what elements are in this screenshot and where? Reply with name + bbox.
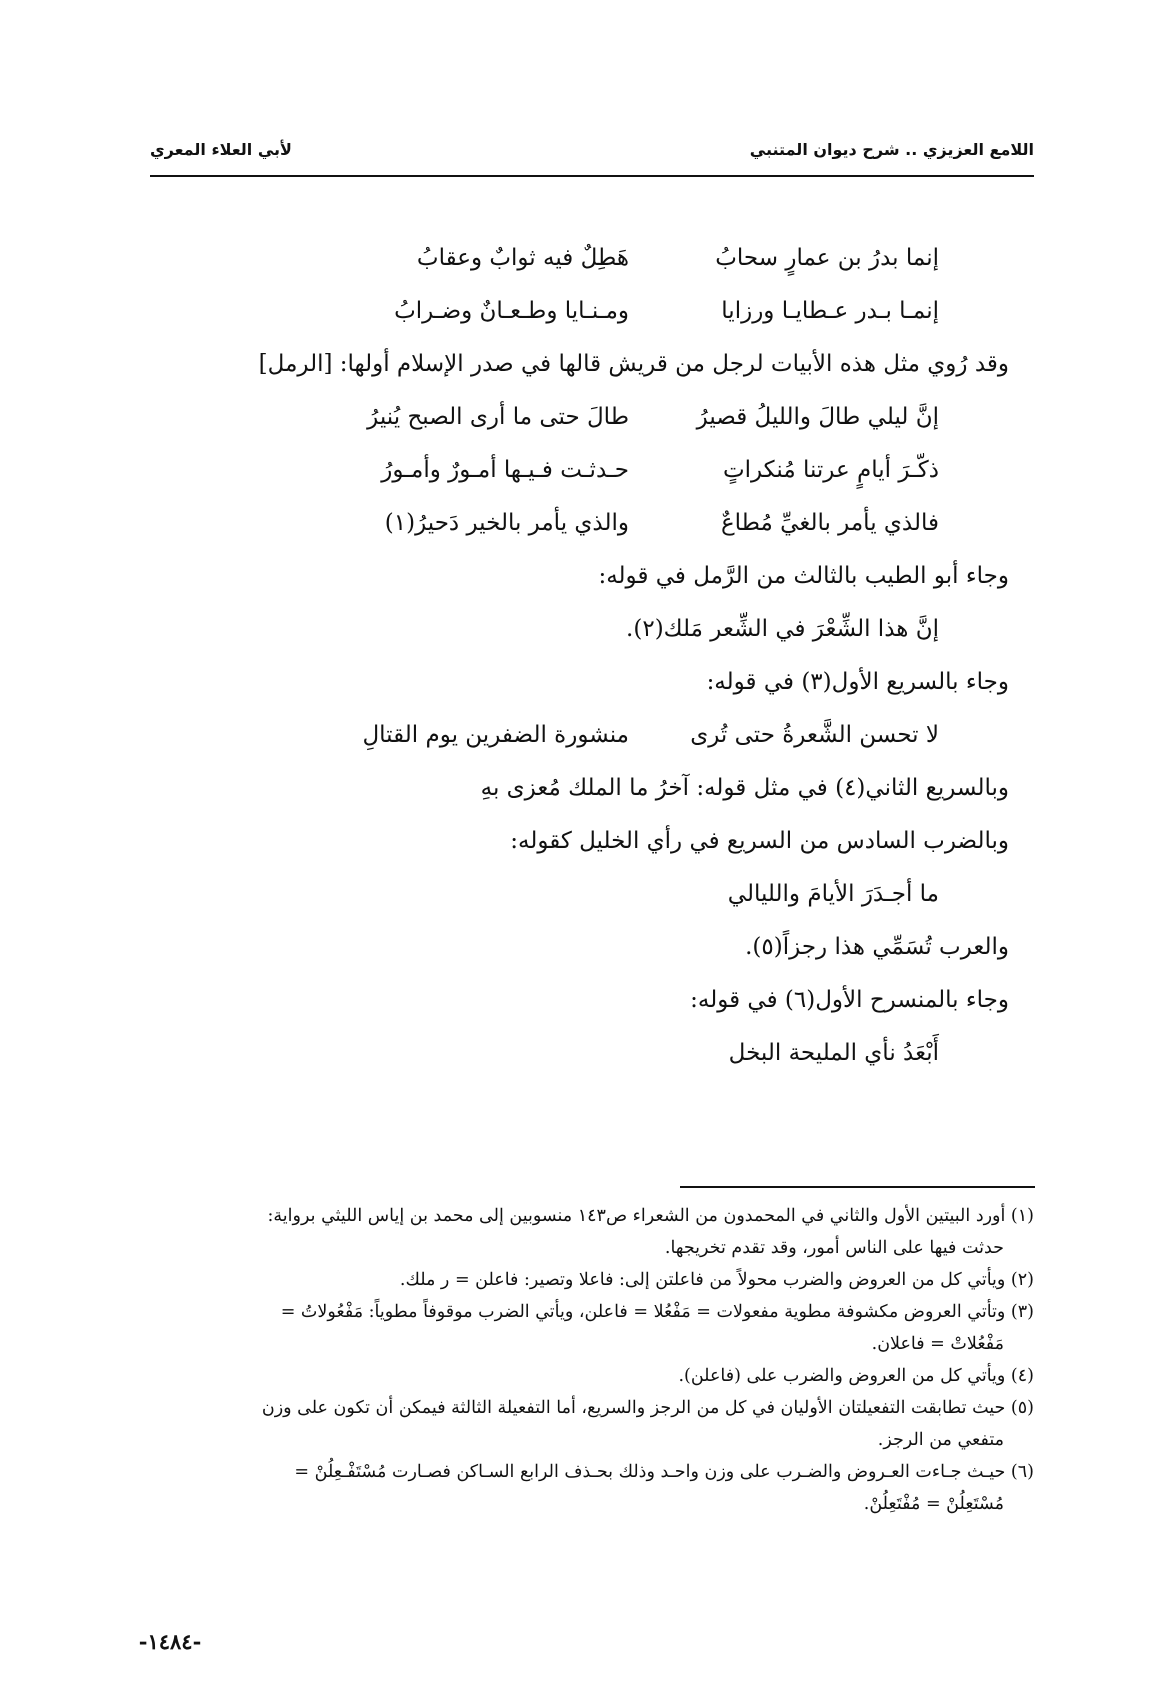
footnote-line: (٢) ويأتي كل من العروض والضرب محولاً من فاعلتن إلى: فاعلا وتصير: فاعلن = ر ملك. bbox=[399, 1270, 1034, 1290]
footnote-line: (٥) حيث تطابقت التفعيلتان الأوليان في كل من الرجز والسريع، أما التفعيلة الثالثة فيمكن أن تكون على وزن bbox=[261, 1398, 1034, 1418]
footnote-line: مُسْتَعِلُنْ = مُفْتَعِلُنْ. bbox=[863, 1494, 1004, 1514]
page-number: -١٤٨٤- bbox=[138, 1629, 202, 1654]
prose-line: وقد رُوي مثل هذه الأبيات لرجل من قريش قالها في صدر الإسلام أولها: [الرمل] bbox=[258, 351, 1009, 377]
prose-line: وجاء أبو الطيب بالثالث من الرَّمل في قوله: bbox=[598, 563, 1009, 589]
main-text bbox=[210, 232, 1009, 1080]
footnote-line: (٦) حيـث جـاءت العـروض والضـرب على وزن واحـد وذلك بحـذف الرابع السـاكن فصـارت مُسْتَفْـعِلُنْ = bbox=[294, 1462, 1034, 1482]
verse-line bbox=[210, 444, 1009, 497]
verse-first-hemistich: ذكّـرَ أيامٍ عرتنا مُنكراتٍ bbox=[722, 457, 939, 483]
verse-line bbox=[210, 497, 1009, 550]
verse-first-hemistich: فالذي يأمر بالغيِّ مُطاعٌ bbox=[720, 510, 939, 536]
book-title: اللامع العزيزي .. شرح ديوان المتنبي bbox=[749, 140, 1034, 159]
verse-first-hemistich: لا تحسن الشَّعرةُ حتى تُرى bbox=[690, 722, 939, 748]
verse-second-hemistich: ومـنـايا وطـعـانٌ وضـرابُ bbox=[394, 298, 629, 324]
footnote-line: (١) أورد البيتين الأول والثاني في المحمدون من الشعراء ص١٤٣ منسوبين إلى محمد بن إياس الليثي برواية: bbox=[267, 1206, 1034, 1226]
footnote-line: مَفْعُلاتْ = فاعلان. bbox=[871, 1334, 1004, 1354]
prose-line: وجاء بالسريع الأول(٣) في قوله: bbox=[706, 669, 1009, 695]
footnote-line: (٤) ويأتي كل من العروض والضرب على (فاعلن). bbox=[678, 1366, 1034, 1386]
author-name: لأبي العلاء المعري bbox=[150, 140, 292, 159]
verse-line bbox=[210, 709, 1009, 762]
verse-first-hemistich: إنمـا بـدر عـطايـا ورزايا bbox=[721, 298, 939, 324]
verse-line bbox=[210, 232, 1009, 285]
verse-line bbox=[210, 285, 1009, 338]
footnote-separator bbox=[680, 1186, 1035, 1188]
verse-line bbox=[210, 391, 1009, 444]
verse-first-hemistich: إنما بدرُ بن عمارٍ سحابُ bbox=[715, 245, 939, 271]
footnote-line: (٣) وتأتي العروض مكشوفة مطوية مفعولات = مَفْعُلا = فاعلن، ويأتي الضرب موقوفاً مطوياً: مَفْعُولاتُ = bbox=[280, 1302, 1034, 1322]
verse-second-hemistich: هَطِلٌ فيه ثوابٌ وعقابُ bbox=[416, 245, 629, 271]
verse-second-hemistich: منشورة الضفرين يوم القتالِ bbox=[362, 722, 629, 748]
quoted-line: ما أجـدَرَ الأيامَ والليالي bbox=[727, 881, 939, 907]
prose-line: والعرب تُسَمِّي هذا رجزاً(٥). bbox=[745, 934, 1009, 960]
quoted-line: إنَّ هذا الشِّعْرَ في الشِّعر مَلك(٢). bbox=[626, 616, 939, 642]
verse-second-hemistich: حـدثـت فـيـها أمـورٌ وأمـورُ bbox=[381, 457, 629, 483]
header-rule bbox=[150, 175, 1034, 177]
prose-line: وبالضرب السادس من السريع في رأي الخليل كقوله: bbox=[510, 828, 1009, 854]
verse-second-hemistich: والذي يأمر بالخير دَحيرُ(١) bbox=[384, 510, 629, 536]
quoted-line: أَبْعَدُ نأي المليحة البخل bbox=[728, 1040, 939, 1066]
footnote-line: متفعي من الرجز. bbox=[877, 1430, 1004, 1450]
footnote-line: حدثت فيها على الناس أمور، وقد تقدم تخريجها. bbox=[664, 1238, 1004, 1258]
verse-first-hemistich: إنَّ ليلي طالَ والليلُ قصيرُ bbox=[696, 404, 939, 430]
verse-second-hemistich: طالَ حتى ما أرى الصبح يُنيرُ bbox=[367, 404, 629, 430]
footnotes bbox=[150, 1200, 1034, 1520]
prose-line: وجاء بالمنسرح الأول(٦) في قوله: bbox=[690, 987, 1009, 1013]
running-head bbox=[150, 136, 1034, 170]
prose-line: وبالسريع الثاني(٤) في مثل قوله: آخرُ ما الملك مُعزى بهِ bbox=[480, 775, 1009, 801]
